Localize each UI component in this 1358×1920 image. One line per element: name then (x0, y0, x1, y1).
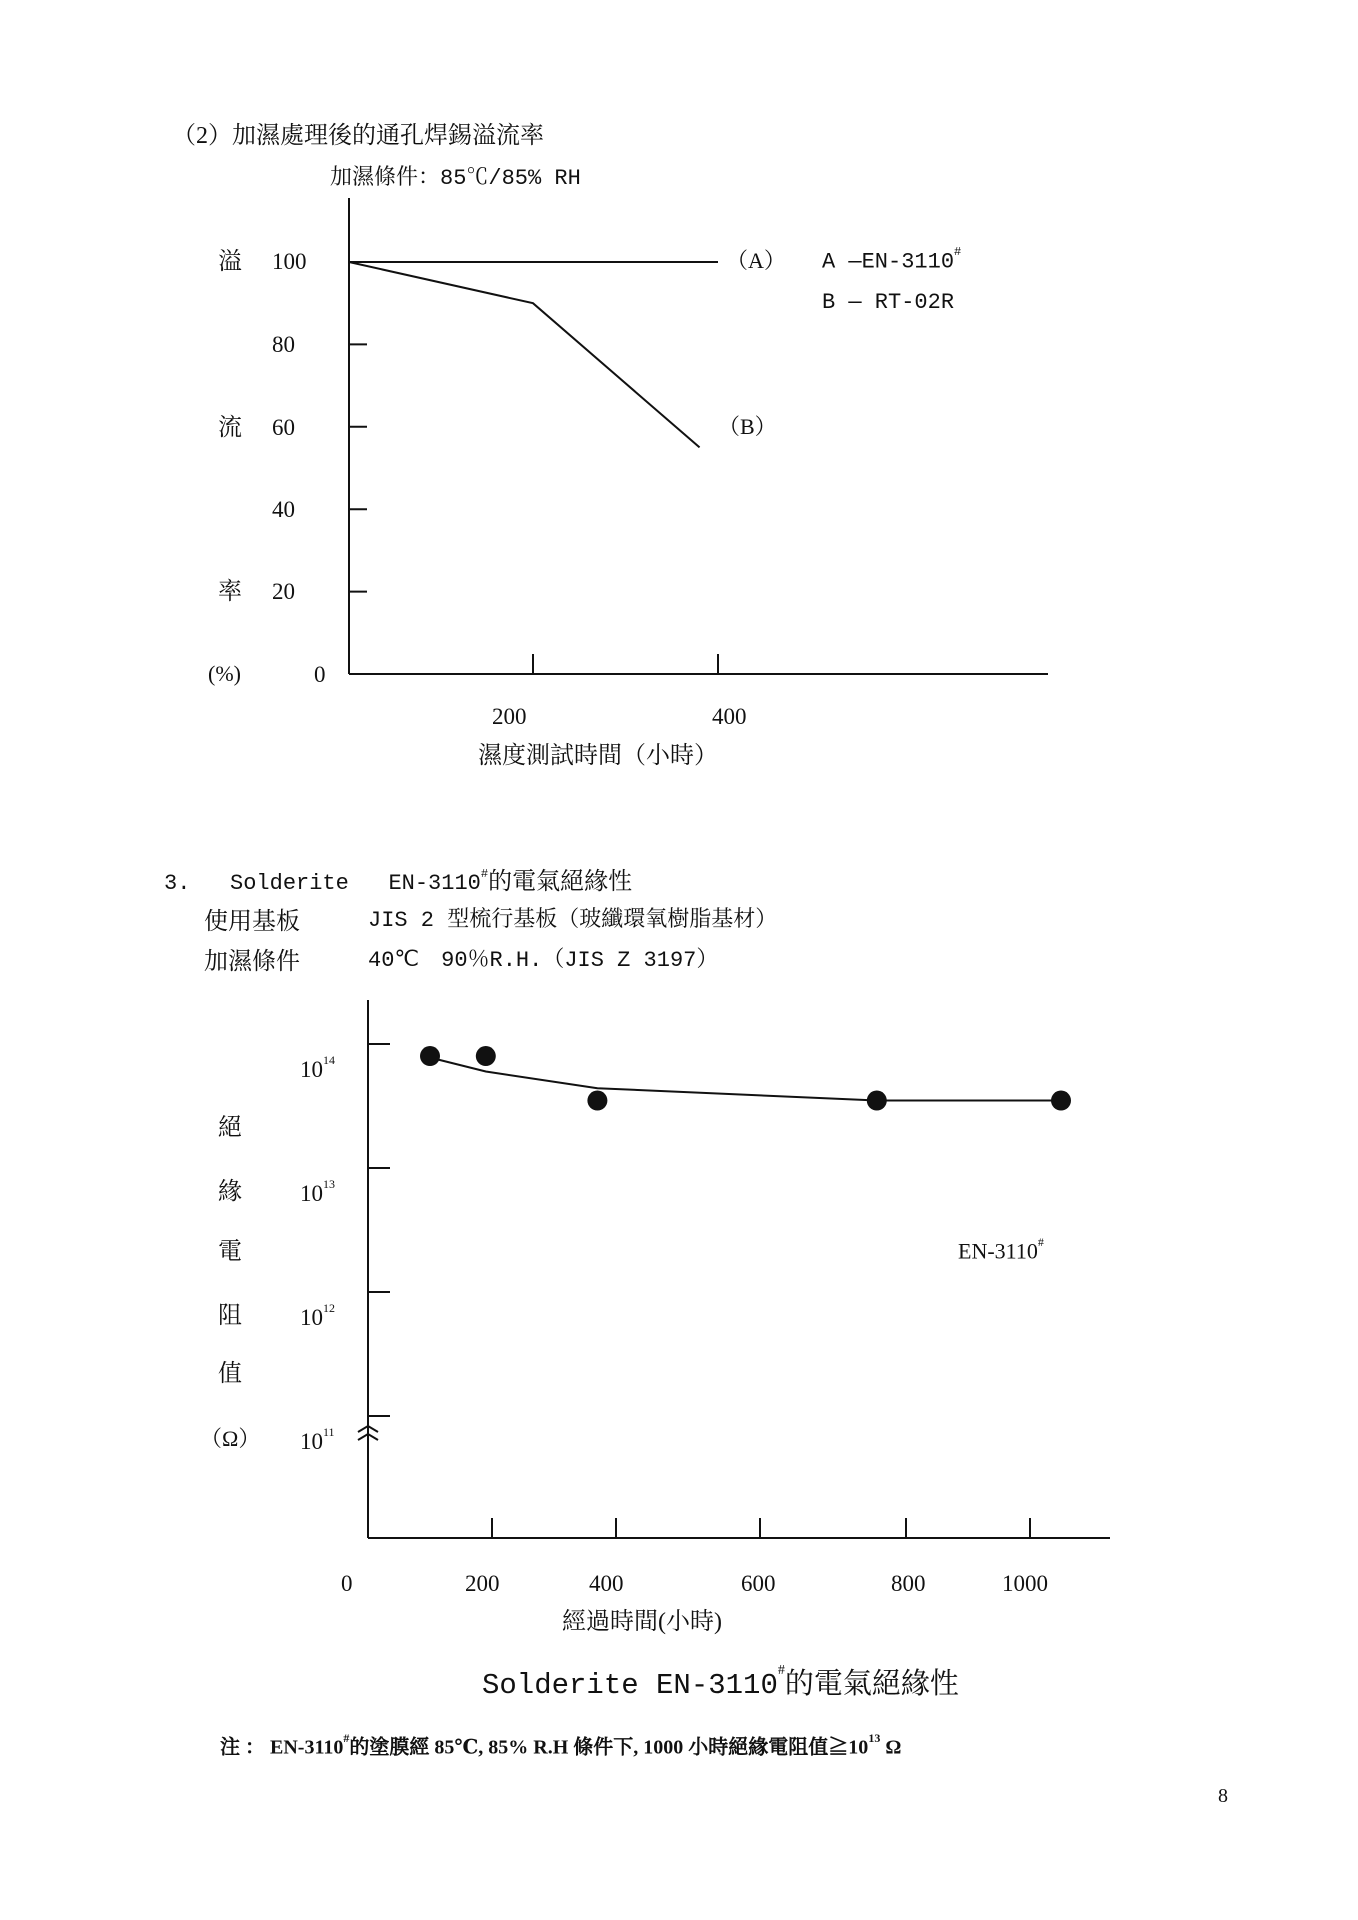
chart-2-ytick: $10^{14}$ (300, 1053, 335, 1082)
chart-1-ytick: 60 (272, 415, 295, 440)
chart-2-xlabel: 經過時間(小時) (562, 1609, 722, 1635)
humidify-value: 40℃ 90％R.H.（JIS Z 3197） (368, 948, 719, 973)
section-3-title-latin: Solderite (230, 871, 349, 896)
chart-1-ytick: 0 (314, 662, 326, 687)
chart-1-legend-a: A —EN-3110# (822, 245, 962, 275)
chart-1-xlabel: 濕度測試時間（小時） (478, 743, 718, 769)
chart-1-ylabel-char: 率 (218, 579, 242, 605)
chart-1-ytick: 20 (272, 579, 295, 604)
chart-2-xtick: 800 (891, 1571, 926, 1596)
section-2-title: （2）加濕處理後的通孔焊錫溢流率 (172, 123, 544, 149)
page-number: 8 (1218, 1785, 1228, 1807)
chart-1-ylabel-char: 溢 (218, 249, 242, 275)
chart-2-ytick: $10^{11}$ (300, 1425, 335, 1454)
chart-1-series-a-label: （A） (726, 248, 786, 273)
chart-2-ylabel-char: 電 (218, 1239, 242, 1265)
section-2-condition: 加濕條件：85℃/85% RH (330, 166, 581, 191)
chart-2-data-point (1051, 1091, 1071, 1111)
chart-1-xtick: 400 (712, 704, 747, 729)
substrate-label: 使用基板 (204, 909, 300, 935)
chart-2-xtick: 400 (589, 1571, 624, 1596)
chart-1-legend-b: B — RT-02R (822, 290, 955, 315)
section-3-title-tail: 的電氣絕緣性 (488, 869, 633, 895)
chart-1-xtick: 200 (492, 704, 527, 729)
chart-2-data-point (420, 1046, 440, 1066)
chart-2-xtick: 600 (741, 1571, 776, 1596)
chart-2-xtick: 0 (341, 1571, 353, 1596)
chart-2-ylabel-unit: （Ω） (200, 1426, 261, 1451)
chart-1-ylabel-unit: (%) (208, 661, 241, 686)
chart-2-trend-line (424, 1056, 1061, 1101)
chart-2-data-point (587, 1091, 607, 1111)
section-3-title-product: EN-3110 (388, 871, 481, 896)
chart-2-ytick: $10^{13}$ (300, 1177, 335, 1206)
chart-2-ylabel-char: 值 (218, 1361, 242, 1387)
chart-2-ylabel-char: 絕 (218, 1115, 242, 1141)
chart-1-series-b-label: （B） (718, 414, 777, 439)
section-3-number: 3. (164, 871, 191, 896)
chart-1-ytick: 80 (272, 332, 295, 357)
chart-2-ytick: $10^{12}$ (300, 1301, 335, 1330)
chart-2-data-point (476, 1046, 496, 1066)
chart-2-series-label: EN-3110# (958, 1235, 1044, 1264)
humidify-label: 加濕條件 (204, 949, 300, 975)
chart-2-xtick: 1000 (1002, 1571, 1048, 1596)
chart-2-data-point (867, 1091, 887, 1111)
chart-1-ylabel-char: 流 (218, 415, 242, 441)
chart-2-ylabel-char: 阻 (218, 1303, 242, 1329)
chart-2-ylabel-char: 緣 (218, 1179, 242, 1205)
chart-2-caption: Solderite EN-3110#的電氣絕緣性 (482, 1663, 959, 1702)
chart-1-ytick: 100 (272, 249, 307, 274)
chart-1-ytick: 40 (272, 497, 295, 522)
chart-2-xtick: 200 (465, 1571, 500, 1596)
footnote: 注 ： EN-3110#的塗膜經 85℃, 85% R.H 條件下, 1000 小時絕緣電阻值$≧10^{13}$ Ω (220, 1731, 902, 1759)
substrate-value: JIS 2 型梳行基板（玻纖環氧樹脂基材） (368, 908, 778, 933)
section-3-header: 3. Solderite EN-3110#的電氣絕緣性 (164, 866, 633, 896)
